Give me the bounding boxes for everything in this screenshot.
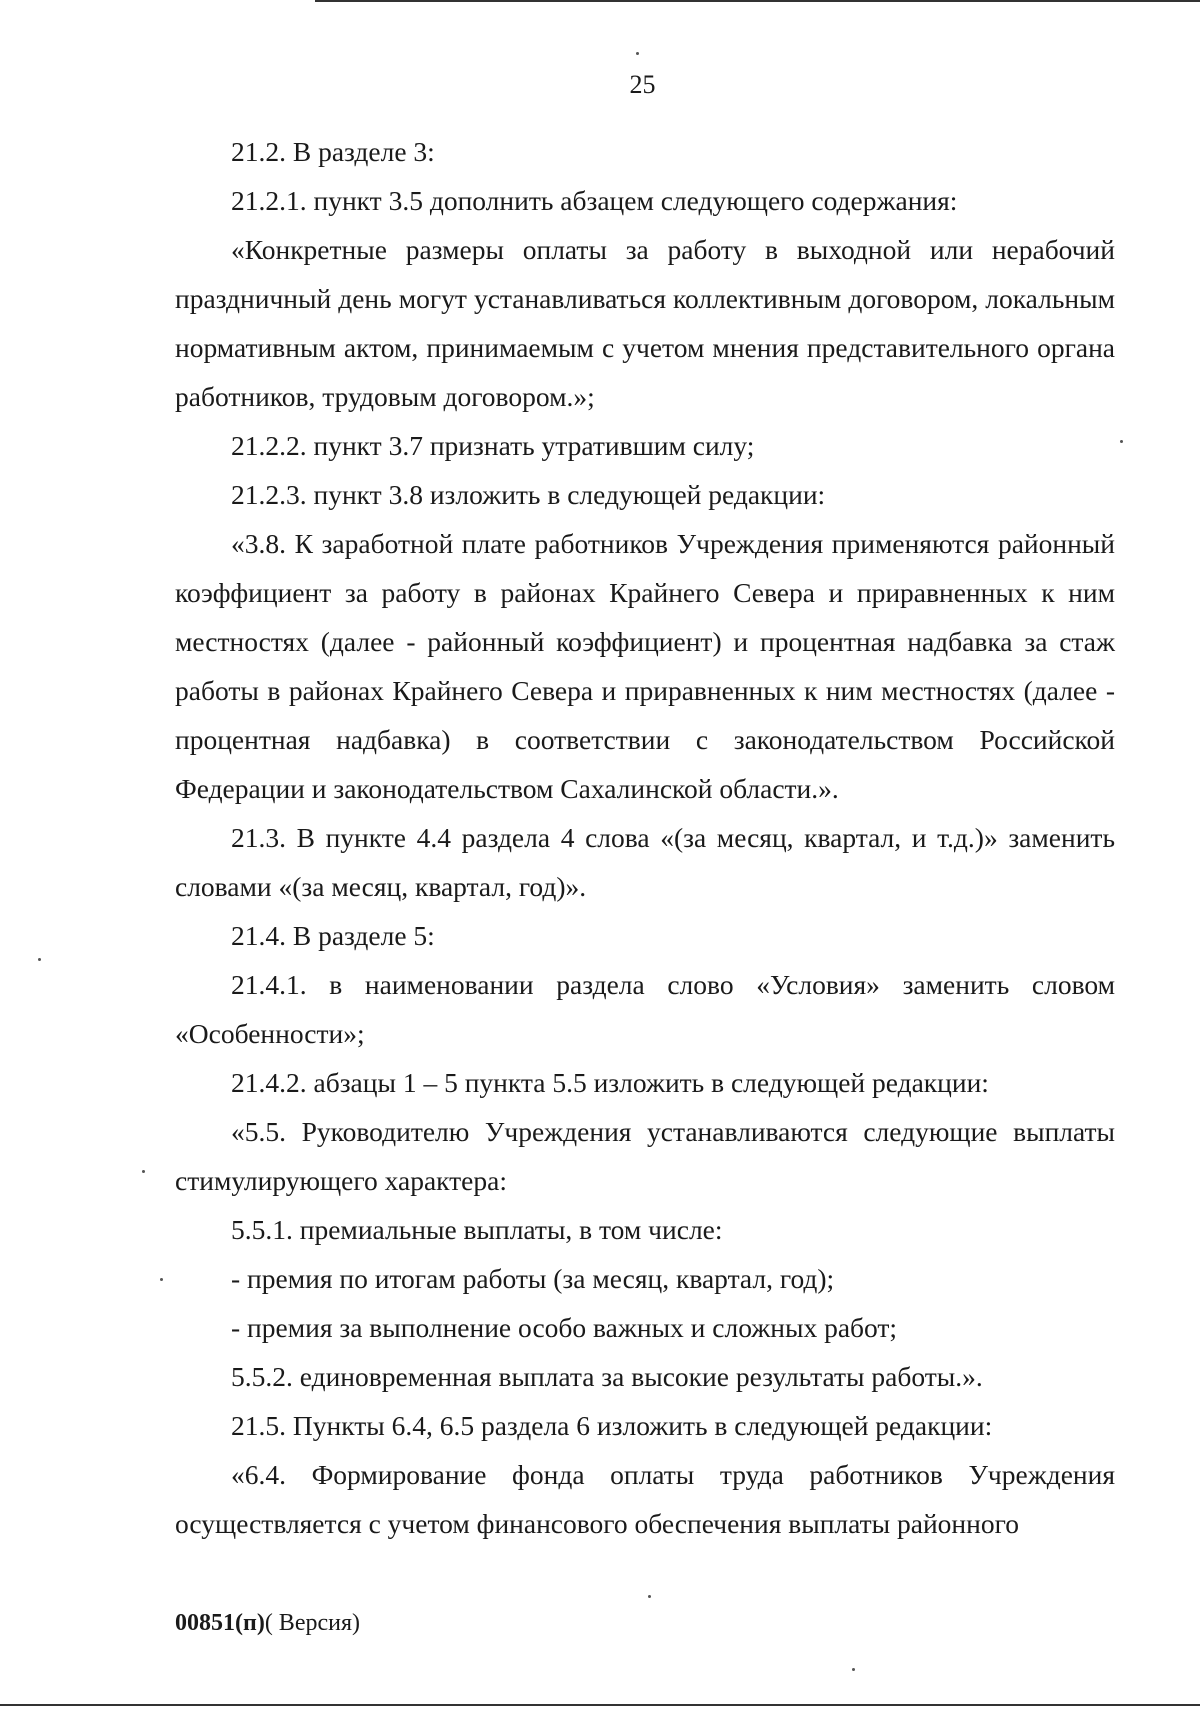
paragraph: 5.5.2. единовременная выплата за высокие результаты работы.». [231,1361,983,1392]
paragraph: 21.3. В пункте 4.4 раздела 4 слова «(за месяц, квартал, и т.д.)» заменить словами «(за месяц, квартал, год)». [175,822,1115,902]
scan-speck [142,1170,145,1173]
paragraph: «3.8. К заработной плате работников Учреждения применяются районный коэффициент за работу в районах Крайнего Севера и приравненных к ним местностях (далее - районный коэффициент) и процентная надбавка за стаж работы в районах Крайнего Севера и приравненных к ним местностях (далее - процентная надбавка) в соответствии с законодательством Российской Федерации и законодательством Сахалинской области.». [175,528,1115,804]
paragraph: 21.4.2. абзацы 1 – 5 пункта 5.5 изложить в следующей редакции: [231,1067,989,1098]
scan-speck [1120,440,1123,443]
scan-speck [160,1278,163,1281]
scan-speck [636,52,639,55]
paragraph: «6.4. Формирование фонда оплаты труда работников Учреждения осуществляется с учетом финансового обеспечения выплаты районного [175,1459,1115,1539]
document-version: ( Версия) [264,1610,360,1636]
top-border-line [315,0,1200,2]
bottom-border-line [0,1704,1200,1706]
document-footer [175,1610,360,1637]
paragraph: 21.5. Пункты 6.4, 6.5 раздела 6 изложить в следующей редакции: [231,1410,993,1441]
paragraph: 21.4.1. в наименовании раздела слово «Условия» заменить словом «Особенности»; [175,969,1115,1049]
page-number: 25 [629,70,656,99]
paragraph: 21.2.2. пункт 3.7 признать утратившим силу; [231,430,755,461]
paragraph: «Конкретные размеры оплаты за работу в выходной или нерабочий праздничный день могут устанавливаться коллективным договором, локальным нормативным актом, принимаемым с учетом мнения представительного органа работников, трудовым договором.»; [175,234,1115,412]
paragraph: 21.4. В разделе 5: [231,920,435,951]
document-code: 00851(п) [175,1610,265,1636]
paragraph: - премия по итогам работы (за месяц, квартал, год); [231,1263,835,1294]
paragraph: 21.2. В разделе 3: [231,136,435,167]
paragraph: - премия за выполнение особо важных и сложных работ; [231,1312,898,1343]
document-body [175,127,1115,1548]
paragraph: 5.5.1. премиальные выплаты, в том числе: [231,1214,723,1245]
paragraph: 21.2.1. пункт 3.5 дополнить абзацем следующего содержания: [231,185,958,216]
scan-speck [38,958,41,961]
scan-speck [648,1595,651,1598]
paragraph: «5.5. Руководителю Учреждения устанавливаются следующие выплаты стимулирующего характера: [175,1116,1115,1196]
paragraph: 21.2.3. пункт 3.8 изложить в следующей редакции: [231,479,826,510]
scan-speck [852,1668,855,1671]
